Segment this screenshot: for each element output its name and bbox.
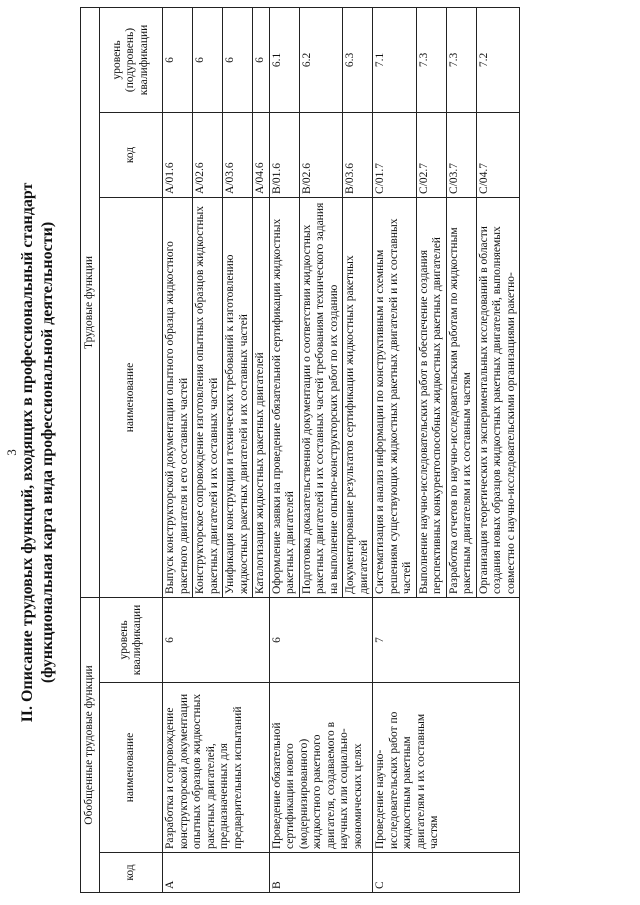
function-level: 6 [253,7,270,112]
function-name: Унификация конструкции и технических требований к изготовлению жидкостных ракетных двигателей и их составных частей [223,197,253,597]
function-code: B/01.6 [269,112,299,197]
function-code: A/02.6 [193,112,223,197]
function-level: 6.1 [269,7,299,112]
function-name: Разработка отчетов по научно-исследовательским работам по жидкостным ракетным двигателям и их составным частям [446,197,476,597]
function-code: C/04.7 [476,112,520,197]
header-row-sub [100,7,163,892]
title-line-2: (функциональная карта вида профессиональной деятельности) [39,221,56,684]
function-name: Выполнение научно-исследовательских работ в обеспечение создания перспективных конкурентоспособных жидкостных ракетных двигателей [416,197,446,597]
function-code: B/02.6 [299,112,343,197]
header-row-top [81,7,100,892]
group-name: Разработка и сопровождение конструкторской документации опытных образцов жидкостных ракетных двигателей, предназначенных для предварительных испытаний [163,683,270,853]
header-labor: Трудовые функции [81,7,100,597]
group-level: 7 [373,597,520,682]
function-level: 6.3 [343,7,373,112]
function-name: Выпуск конструкторской документации опытного образца жидкостного ракетного двигателя и его составных частей [163,197,193,597]
table-row [373,7,417,892]
function-code: A/04.6 [253,112,270,197]
function-name: Систематизация и анализ информации по конструктивным и схемным решениям существующих жидкостных ракетных двигателей и их составных частей [373,197,417,597]
group-level: 6 [269,597,373,682]
function-name: Организация теоретических и экспериментальных исследований в области создания новых образцов жидкостных ракетных двигателей, выполняемых совместно с научно-исследовательскими организациями ракетно- [476,197,520,597]
function-code: A/03.6 [223,112,253,197]
functional-map-table [80,7,520,893]
group-code: A [163,853,270,893]
function-name: Конструкторское сопровождение изготовления опытных образцов жидкостных ракетных двигателей и их составных частей [193,197,223,597]
function-code: C/01.7 [373,112,417,197]
function-name: Оформление заявки на проведение обязательной сертификации жидкостных ракетных двигателей [269,197,299,597]
header-level: уровень квалификации [100,597,163,682]
header-generalized: Обобщенные трудовые функции [81,597,100,892]
function-name: Подготовка доказательственной документации о соответствии жидкостных ракетных двигателей и их составных частей требованиям технического задания на выполнение опытно-конструкторских работ по их созданию [299,197,343,597]
function-code: A/01.6 [163,112,193,197]
function-code: B/03.6 [343,112,373,197]
table-row [269,7,299,892]
group-name: Проведение обязательной сертификации нового (модернизированного) жидкостного ракетного двигателя, создаваемого в научных или социально-экономических целях [269,683,373,853]
function-name: Документирование результатов сертификации жидкостных ракетных двигателей [343,197,373,597]
function-level: 6 [223,7,253,112]
function-level: 6 [163,7,193,112]
function-code: C/02.7 [416,112,446,197]
table-row [163,7,193,892]
header-name2: наименование [100,197,163,597]
function-level: 6.2 [299,7,343,112]
function-name: Каталогизация жидкостных ракетных двигателей [253,197,270,597]
group-code: B [269,853,373,893]
page-title [18,0,58,905]
function-level: 7.3 [416,7,446,112]
group-code: C [373,853,520,893]
function-code: C/03.7 [446,112,476,197]
function-level: 7.2 [476,7,520,112]
function-level: 6 [193,7,223,112]
header-code: код [100,853,163,893]
function-level: 7.3 [446,7,476,112]
header-code2: код [100,112,163,197]
header-level2: уровень (подуровень) квалификации [100,7,163,112]
page-number: 3 [4,449,19,456]
header-name: наименование [100,683,163,853]
group-level: 6 [163,597,270,682]
title-line-1: II. Описание трудовых функций, входящих в профессиональный стандарт [19,182,36,723]
function-level: 7.1 [373,7,417,112]
group-name: Проведение научно-исследовательских работ по жидкостным ракетным двигателям и их составным частям [373,683,520,853]
